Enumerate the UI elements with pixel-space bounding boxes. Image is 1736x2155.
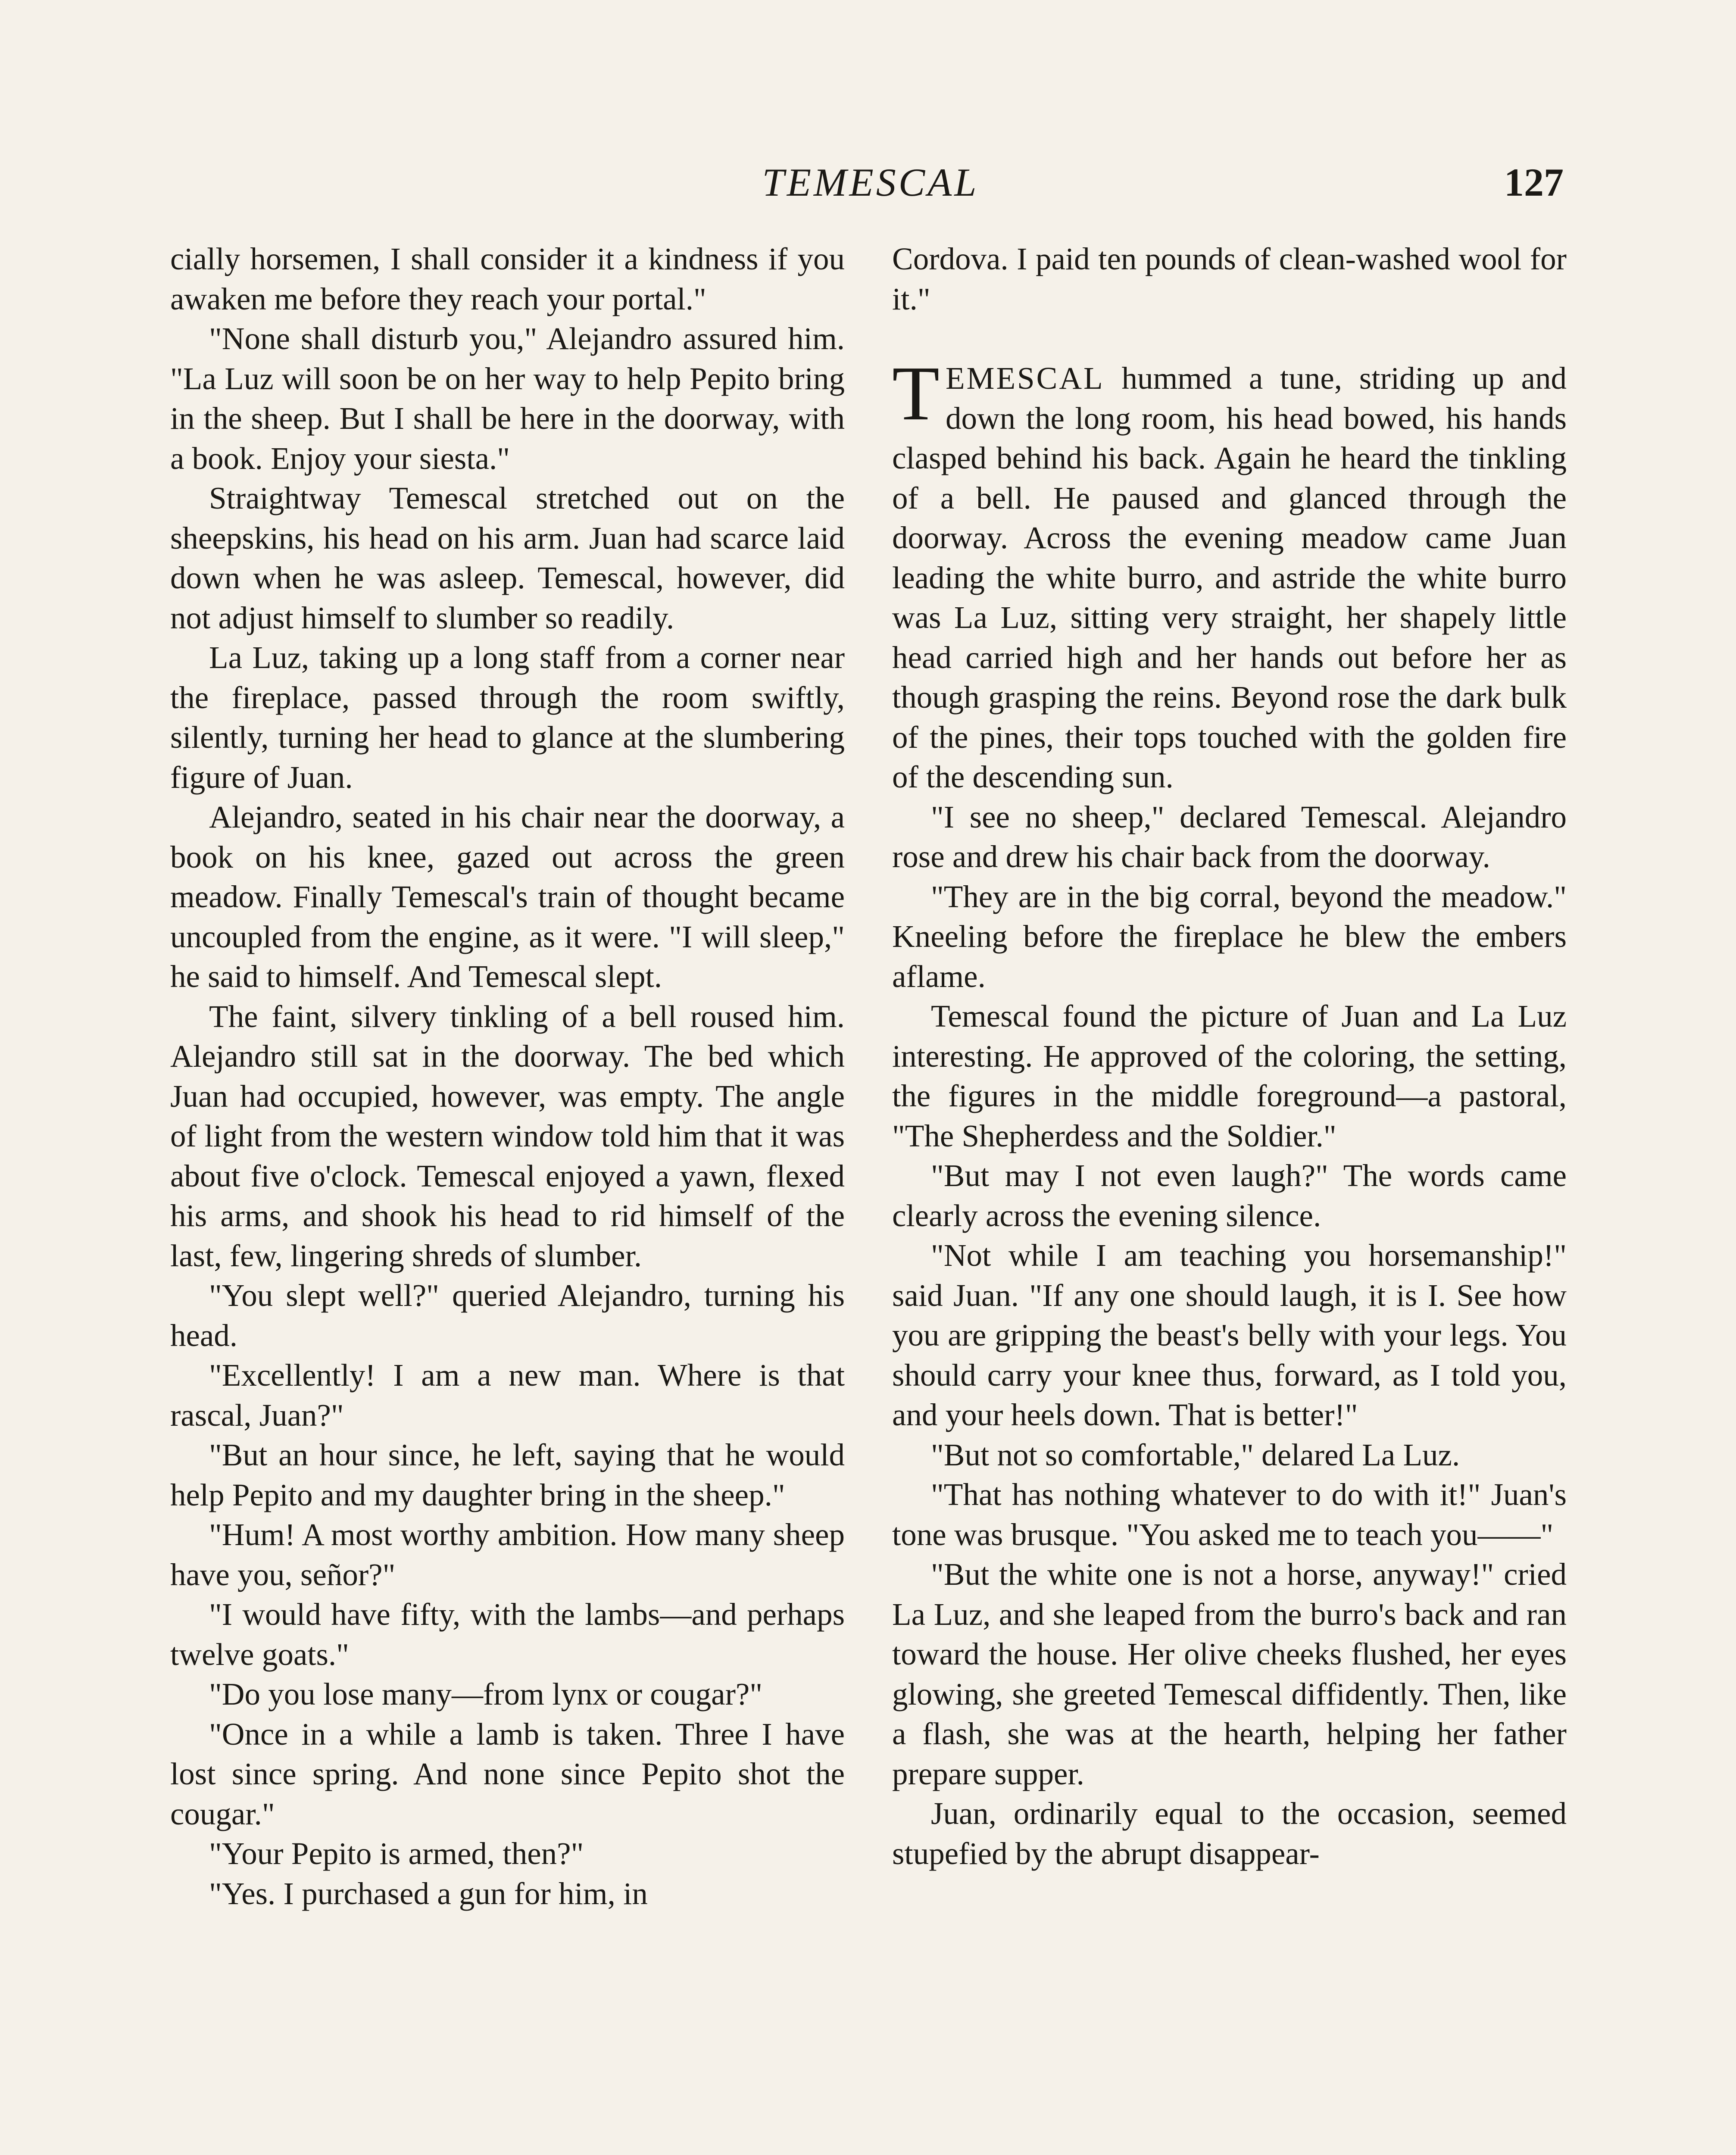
paragraph: Alejandro, seated in his chair near the doorway, a book on his knee, gazed out across the green meadow. Finally Temescal's train of thought became uncoupled from the engine, as it were. "I will sleep," he said to himself. And Temescal slept. [170,800,845,994]
paragraph: "They are in the big corral, beyond the meadow." Kneeling before the fireplace he blew the embers aflame. [892,879,1567,994]
paragraph: cially horsemen, I shall consider it a kindness if you awaken me before they reach your portal." [170,241,845,316]
paragraph: "Do you lose many—from lynx or cougar?" [209,1677,763,1712]
paragraph: "Hum! A most worthy ambition. How many sheep have you, señor?" [170,1517,845,1592]
paragraph: Temescal found the picture of Juan and La Luz interesting. He approved of the coloring, the setting, the figures in the middle foreground—a pastoral, "The Shepherdess and the Soldier." [892,999,1567,1153]
paragraph: "Yes. I purchased a gun for him, in [209,1876,648,1911]
paragraph: Straightway Temescal stretched out on the sheepskins, his head on his arm. Juan had scarce laid down when he was asleep. Temescal, however, did not adjust himself to slumber so readily. [170,481,845,635]
right-column [892,239,1567,1874]
paragraph: "Once in a while a lamb is taken. Three I have lost since spring. And none since Pepito shot the cougar." [170,1716,845,1831]
drop-cap: T [892,350,940,436]
paragraph: "But may I not even laugh?" The words came clearly across the evening silence. [892,1158,1567,1233]
paragraph: Cordova. I paid ten pounds of clean-washed wool for it." [892,241,1567,316]
paragraph: "Not while I am teaching you horsemanship!" said Juan. "If any one should laugh, it is I. See how you are gripping the beast's belly with your legs. You should carry your knee thus, forward, as I told you, and your heels down. That is better!" [892,1238,1567,1432]
paragraph: "That has nothing whatever to do with it!" Juan's tone was brusque. "You asked me to teach you——" [892,1477,1567,1552]
page-number: 127 [1504,160,1564,204]
paragraph: "None shall disturb you," Alejandro assured him. "La Luz will soon be on her way to help Pepito bring in the sheep. But I shall be here in the doorway, with a book. Enjoy your siesta." [170,321,845,476]
paragraph: La Luz, taking up a long staff from a corner near the fireplace, passed through the room swiftly, silently, turning her head to glance at the slumbering figure of Juan. [170,640,845,795]
paragraph: "But the white one is not a horse, anyway!" cried La Luz, and she leaped from the burro's back and ran toward the house. Her olive cheeks flushed, her eyes glowing, she greeted Temescal diffidently. Then, like a flash, she was at the hearth, helping her father prepare supper. [892,1557,1567,1791]
paragraph: "But an hour since, he left, saying that he would help Pepito and my daughter bring in the sheep." [170,1437,845,1512]
left-column [170,239,845,1914]
small-caps-lead: EMESCAL [945,361,1105,396]
running-title: TEMESCAL [762,160,979,204]
paragraph: "You slept well?" queried Alejandro, turning his head. [170,1278,845,1353]
paragraph: "I would have fifty, with the lambs—and perhaps twelve goats." [170,1597,845,1672]
section-opening-paragraph [892,350,1567,797]
paragraph: "I see no sheep," declared Temescal. Alejandro rose and drew his chair back from the doorway. [892,799,1567,874]
paragraph: The faint, silvery tinkling of a bell roused him. Alejandro still sat in the doorway. The bed which Juan had occupied, however, was empty. The angle of light from the western window told him that it was about five o'clock. Temescal enjoyed a yawn, flexed his arms, and shook his head to rid himself of the last, few, lingering shreds of slumber. [170,999,845,1273]
paragraph-text: hummed a tune, striding up and down the long room, his head bowed, his hands clasped behind his back. Again he heard the tinkling of a bell. He paused and glanced through the doorway. Across the evening meadow came Juan leading the white burro, and astride the white burro was La Luz, sitting very straight, her shapely little head carried high and her hands out before her as though grasping the reins. Beyond rose the dark bulk of the pines, their tops touched with the golden fire of the descending sun. [892,361,1567,794]
paragraph: Juan, ordinarily equal to the occasion, seemed stupefied by the abrupt disappear- [892,1796,1567,1871]
paragraph: "But not so comfortable," delared La Luz. [931,1437,1460,1472]
paragraph: "Your Pepito is armed, then?" [209,1836,584,1871]
paragraph: "Excellently! I am a new man. Where is that rascal, Juan?" [170,1358,845,1433]
